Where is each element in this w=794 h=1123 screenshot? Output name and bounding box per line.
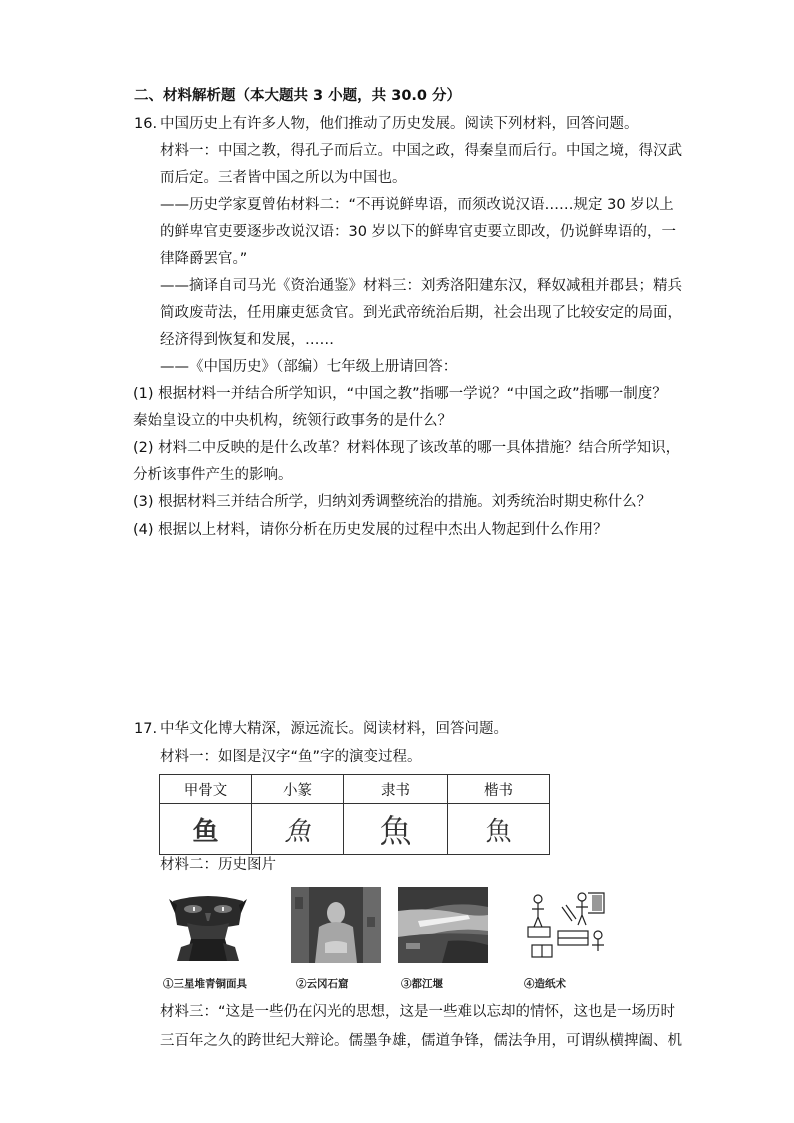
picture-caption: ①三星堆青铜面具 (163, 978, 247, 990)
q16-material-line: ——《中国历史》（部编）七年级上册请回答： (160, 359, 458, 375)
q16-material-line: 而后定。三者皆中国之所以为中国也。 (160, 170, 407, 186)
table-header-oracle: 甲骨文 (160, 775, 252, 804)
q16-material-line: 简政废苛法，任用廉吏惩贪官。到光武帝统治后期，社会出现了比较安定的局面， (160, 305, 682, 321)
table-header-regular: 楷书 (448, 775, 550, 804)
fish-character-table (159, 774, 550, 855)
q17-intro: 中华文化博大精深，源远流长。阅读材料，回答问题。 (160, 721, 508, 737)
q17-material2: 材料二：历史图片 (160, 857, 276, 873)
table-header-clerical: 隶书 (344, 775, 448, 804)
q16-material-line: 材料一：中国之教，得孔子而后立。中国之政，得秦皇而后行。中国之境，得汉武 (160, 143, 682, 159)
q16-question-line: 分析该事件产生的影响。 (133, 467, 293, 483)
q16-material-line: ——历史学家夏曾佑材料二：“不再说鲜卑语，而须改说汉语……规定 30 岁以上 (160, 197, 674, 213)
q16-question-line: (3) 根据材料三并结合所学，归纳刘秀调整统治的措施。刘秀统治时期史称什么？ (133, 494, 652, 510)
q16-question-line: (4) 根据以上材料，请你分析在历史发展的过程中杰出人物起到什么作用？ (133, 522, 608, 538)
picture-caption: ④造纸术 (524, 978, 566, 990)
q16-number: 16. (134, 116, 158, 132)
bronze-mask-image (163, 887, 253, 963)
q17-material1: 材料一：如图是汉字“鱼”字的演变过程。 (160, 749, 422, 765)
q17-number: 17. (134, 721, 158, 737)
q16-question-line: 秦始皇设立的中央机构，统领行政事务的是什么？ (133, 413, 452, 429)
q16-material-line: 的鲜卑官吏要逐步改说汉语：30 岁以下的鲜卑官吏要立即改，仍说鲜卑语的，一 (160, 224, 677, 240)
q17-material3-line: 三百年之久的跨世纪大辩论。儒墨争雄，儒道争锋，儒法争用，可谓纵横捭阖、机 (160, 1033, 682, 1049)
picture-caption: ②云冈石窟 (296, 978, 349, 990)
clerical-script-fish-glyph: 魚 (344, 804, 448, 855)
papermaking-image (522, 887, 612, 963)
oracle-bone-fish-glyph: 鱼 (160, 804, 252, 855)
q16-question-line: (2) 材料二中反映的是什么改革？材料体现了该改革的哪一具体措施？结合所学知识， (133, 440, 681, 456)
table-header-seal: 小篆 (252, 775, 344, 804)
seal-script-fish-glyph: 魚 (252, 804, 344, 855)
section-header: 二、材料解析题（本大题共 3 小题，共 30.0 分） (134, 88, 462, 104)
q16-material-line: ——摘译自司马光《资治通鉴》材料三：刘秀洛阳建东汉，释奴减租并郡县；精兵 (160, 278, 682, 294)
q16-material-line: 律降爵罢官。” (160, 251, 248, 267)
q16-material-line: 经济得到恢复和发展，…… (160, 332, 334, 348)
buddha-grotto-image (291, 887, 381, 963)
regular-script-fish-glyph: 魚 (448, 804, 550, 855)
q16-question-line: (1) 根据材料一并结合所学知识，“中国之教”指哪一学说？“中国之政”指哪一制度？ (133, 386, 667, 402)
q17-material3-line: 材料三：“这是一些仍在闪光的思想，这是一些难以忘却的情怀，这也是一场历时 (160, 1004, 676, 1020)
picture-caption: ③都江堰 (401, 978, 443, 990)
dujiangyan-image (398, 887, 488, 963)
q16-intro: 中国历史上有许多人物，他们推动了历史发展。阅读下列材料，回答问题。 (160, 116, 639, 132)
